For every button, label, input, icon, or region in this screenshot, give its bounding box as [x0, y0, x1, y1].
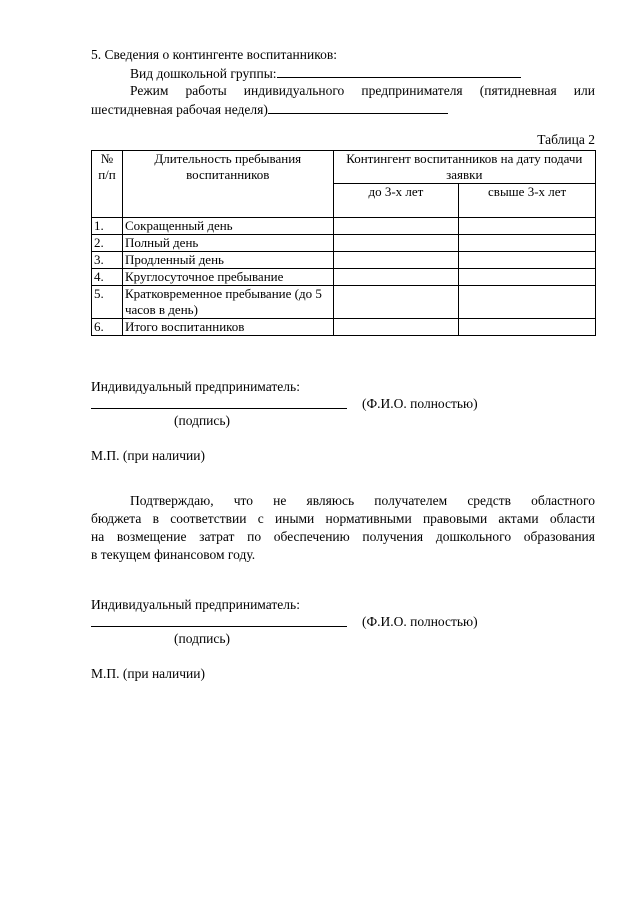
- table-row: [92, 218, 596, 235]
- cell-over-3[interactable]: [459, 235, 596, 252]
- group-type-blank[interactable]: [277, 64, 521, 78]
- row-label: Итого воспитанников: [122, 319, 333, 336]
- cell-under-3[interactable]: [333, 235, 459, 252]
- cell-over-3[interactable]: [459, 218, 596, 235]
- header-under-3: до 3-х лет: [333, 184, 459, 218]
- cell-under-3[interactable]: [333, 319, 459, 336]
- section-heading: 5. Сведения о контингенте воспитанников:: [91, 47, 337, 62]
- row-label: Полный день: [122, 235, 333, 252]
- work-mode-line-1: Режим работы индивидуального предпринимателя (пятидневная или: [130, 83, 595, 98]
- header-contingent: Контингент воспитанников на дату подачи заявки: [333, 151, 595, 184]
- table-header-row: [92, 151, 596, 184]
- contingent-table: [91, 150, 596, 336]
- cell-under-3[interactable]: [333, 286, 459, 319]
- cell-under-3[interactable]: [333, 218, 459, 235]
- row-num: 2.: [92, 235, 123, 252]
- cell-over-3[interactable]: [459, 252, 596, 269]
- signature-2-sign-caption: (подпись): [174, 631, 231, 646]
- row-label: Продленный день: [122, 252, 333, 269]
- header-num: № п/п: [92, 151, 123, 218]
- confirmation-line-3: на возмещение затрат по обеспечению получения дошкольного образования: [91, 529, 595, 544]
- cell-under-3[interactable]: [333, 269, 459, 286]
- table-row: [92, 252, 596, 269]
- signature-2-blank[interactable]: [91, 613, 347, 627]
- work-mode-line-2: [91, 100, 448, 119]
- group-type-label: Вид дошкольной группы:: [130, 66, 277, 81]
- table-caption: Таблица 2: [537, 132, 595, 147]
- table-row: [92, 319, 596, 336]
- confirmation-line-4: в текущем финансовом году.: [91, 547, 256, 562]
- signature-1-sign-caption: (подпись): [174, 413, 231, 428]
- cell-over-3[interactable]: [459, 286, 596, 319]
- row-num: 4.: [92, 269, 123, 286]
- header-duration: Длительность пребывания воспитанников: [122, 151, 333, 218]
- signature-1-blank[interactable]: [91, 395, 347, 409]
- row-label: Кратковременное пребывание (до 5 часов в день): [122, 286, 333, 319]
- group-type-line: [130, 64, 521, 83]
- table-row: [92, 235, 596, 252]
- row-label: Круглосуточное пребывание: [122, 269, 333, 286]
- row-num: 3.: [92, 252, 123, 269]
- cell-under-3[interactable]: [333, 252, 459, 269]
- table-row: [92, 269, 596, 286]
- row-num: 6.: [92, 319, 123, 336]
- signature-2-fio: (Ф.И.О. полностью): [362, 614, 478, 629]
- signature-1-fio: (Ф.И.О. полностью): [362, 396, 478, 411]
- cell-over-3[interactable]: [459, 319, 596, 336]
- header-over-3: свыше 3-х лет: [459, 184, 596, 218]
- signature-2-stamp: М.П. (при наличии): [91, 666, 205, 681]
- cell-over-3[interactable]: [459, 269, 596, 286]
- work-mode-blank[interactable]: [268, 100, 448, 114]
- row-num: 1.: [92, 218, 123, 235]
- row-num: 5.: [92, 286, 123, 319]
- confirmation-line-1: Подтверждаю, что не являюсь получателем средств областного: [130, 493, 595, 508]
- confirmation-line-2: бюджета в соответствии с иными нормативными правовыми актами области: [91, 511, 595, 526]
- signature-2-label: Индивидуальный предприниматель:: [91, 597, 300, 612]
- work-mode-label: шестидневная рабочая неделя): [91, 102, 268, 117]
- table-row: [92, 286, 596, 319]
- signature-1-stamp: М.П. (при наличии): [91, 448, 205, 463]
- signature-1-label: Индивидуальный предприниматель:: [91, 379, 300, 394]
- row-label: Сокращенный день: [122, 218, 333, 235]
